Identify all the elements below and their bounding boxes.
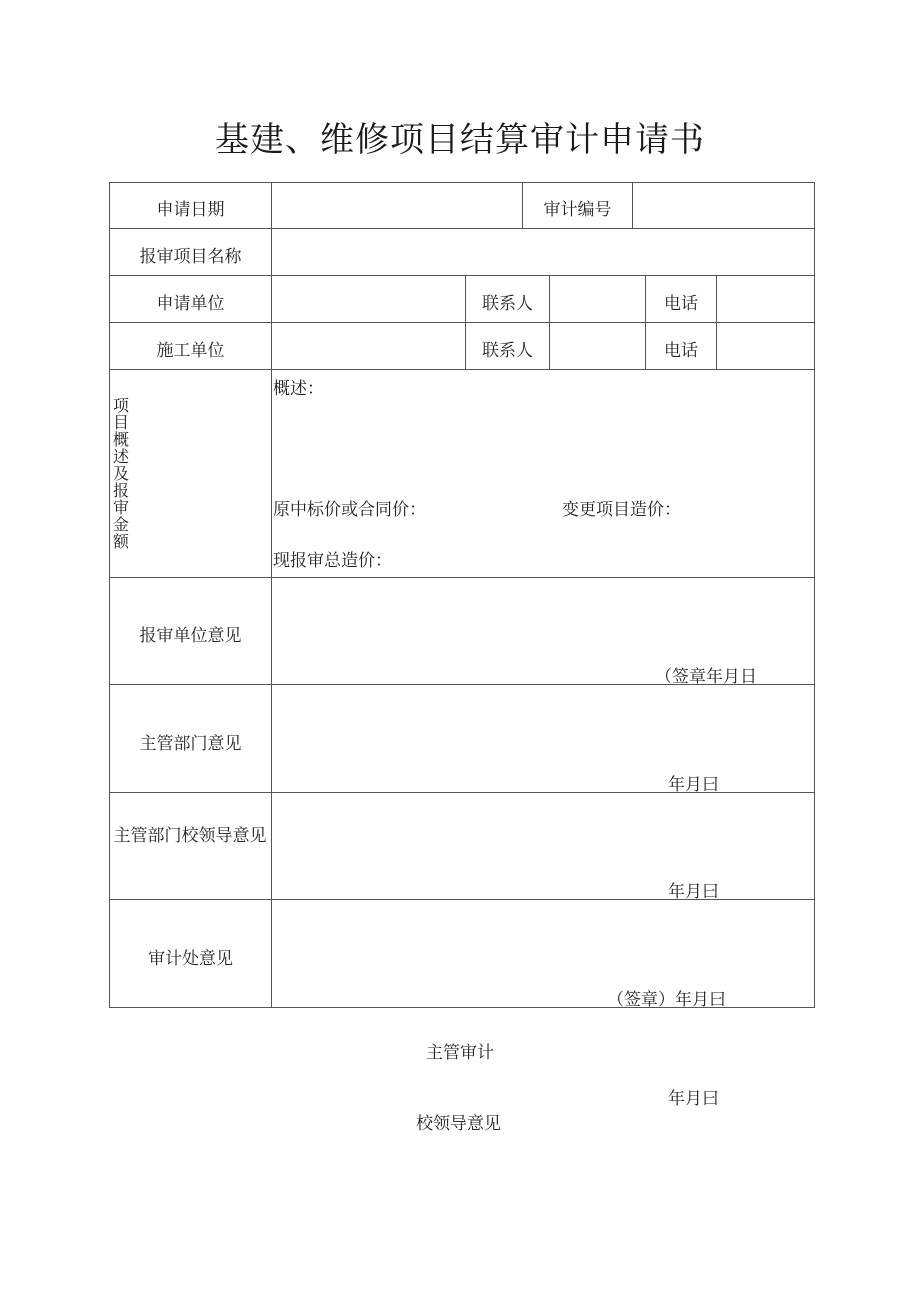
contractor-contact-label: 联系人 xyxy=(482,341,533,361)
applicant-phone-field[interactable] xyxy=(718,277,813,321)
supervising-audit-label: 主管审计 xyxy=(426,1043,494,1063)
department-opinion-field[interactable] xyxy=(273,687,813,767)
audit-office-opinion-field[interactable] xyxy=(273,902,813,982)
apply-date-field[interactable] xyxy=(273,184,520,227)
applicant-contact-label: 联系人 xyxy=(482,294,533,314)
school-leader-opinion-label: 校领导意见 xyxy=(416,1114,501,1134)
leader-opinion-label: 主管部门校领导意见 xyxy=(113,826,267,846)
column-divider xyxy=(632,182,633,228)
contractor-unit-field[interactable] xyxy=(273,324,463,368)
row-divider xyxy=(109,577,815,578)
leader-sign-date: 年月曰 xyxy=(668,882,719,902)
overview-side-label: 项目概述及报审金额 xyxy=(112,396,129,551)
applicant-unit-label: 申请单位 xyxy=(156,294,225,314)
audit-office-sign-date: （签章）年月曰 xyxy=(607,990,726,1010)
project-name-field[interactable] xyxy=(273,230,813,274)
department-opinion-label: 主管部门意见 xyxy=(139,734,242,754)
project-name-label: 报审项目名称 xyxy=(139,247,242,267)
row-divider xyxy=(109,322,815,323)
submitter-sign-date: （签章年月日 xyxy=(655,667,757,687)
submitter-opinion-label: 报审单位意见 xyxy=(139,626,242,646)
original-price-label: 原中标价或合同价： xyxy=(273,500,426,520)
row-divider xyxy=(109,369,815,370)
audit-number-label: 审计编号 xyxy=(543,200,612,220)
column-divider xyxy=(716,275,717,369)
page-title: 基建、维修项目结算审计申请书 xyxy=(215,120,705,160)
row-divider xyxy=(109,228,815,229)
contractor-contact-field[interactable] xyxy=(551,324,643,368)
applicant-unit-field[interactable] xyxy=(273,277,463,321)
department-sign-date: 年月曰 xyxy=(668,775,719,795)
contractor-unit-label: 施工单位 xyxy=(156,341,225,361)
applicant-phone-label: 电话 xyxy=(664,294,698,314)
column-divider xyxy=(549,275,550,369)
row-divider xyxy=(109,275,815,276)
column-divider xyxy=(271,182,272,1008)
audit-office-opinion-label: 审计处意见 xyxy=(148,949,233,969)
contractor-phone-field[interactable] xyxy=(718,324,813,368)
submitter-opinion-field[interactable] xyxy=(273,580,813,660)
supervising-audit-date: 年月曰 xyxy=(668,1089,719,1109)
change-price-label: 变更项目造价： xyxy=(562,500,681,520)
leader-opinion-field[interactable] xyxy=(273,795,813,875)
applicant-contact-field[interactable] xyxy=(551,277,643,321)
total-price-label: 现报审总造价： xyxy=(273,551,392,571)
audit-number-field[interactable] xyxy=(634,184,813,227)
contractor-phone-label: 电话 xyxy=(664,341,698,361)
apply-date-label: 申请日期 xyxy=(156,200,225,220)
summary-label: 概述： xyxy=(273,379,324,399)
